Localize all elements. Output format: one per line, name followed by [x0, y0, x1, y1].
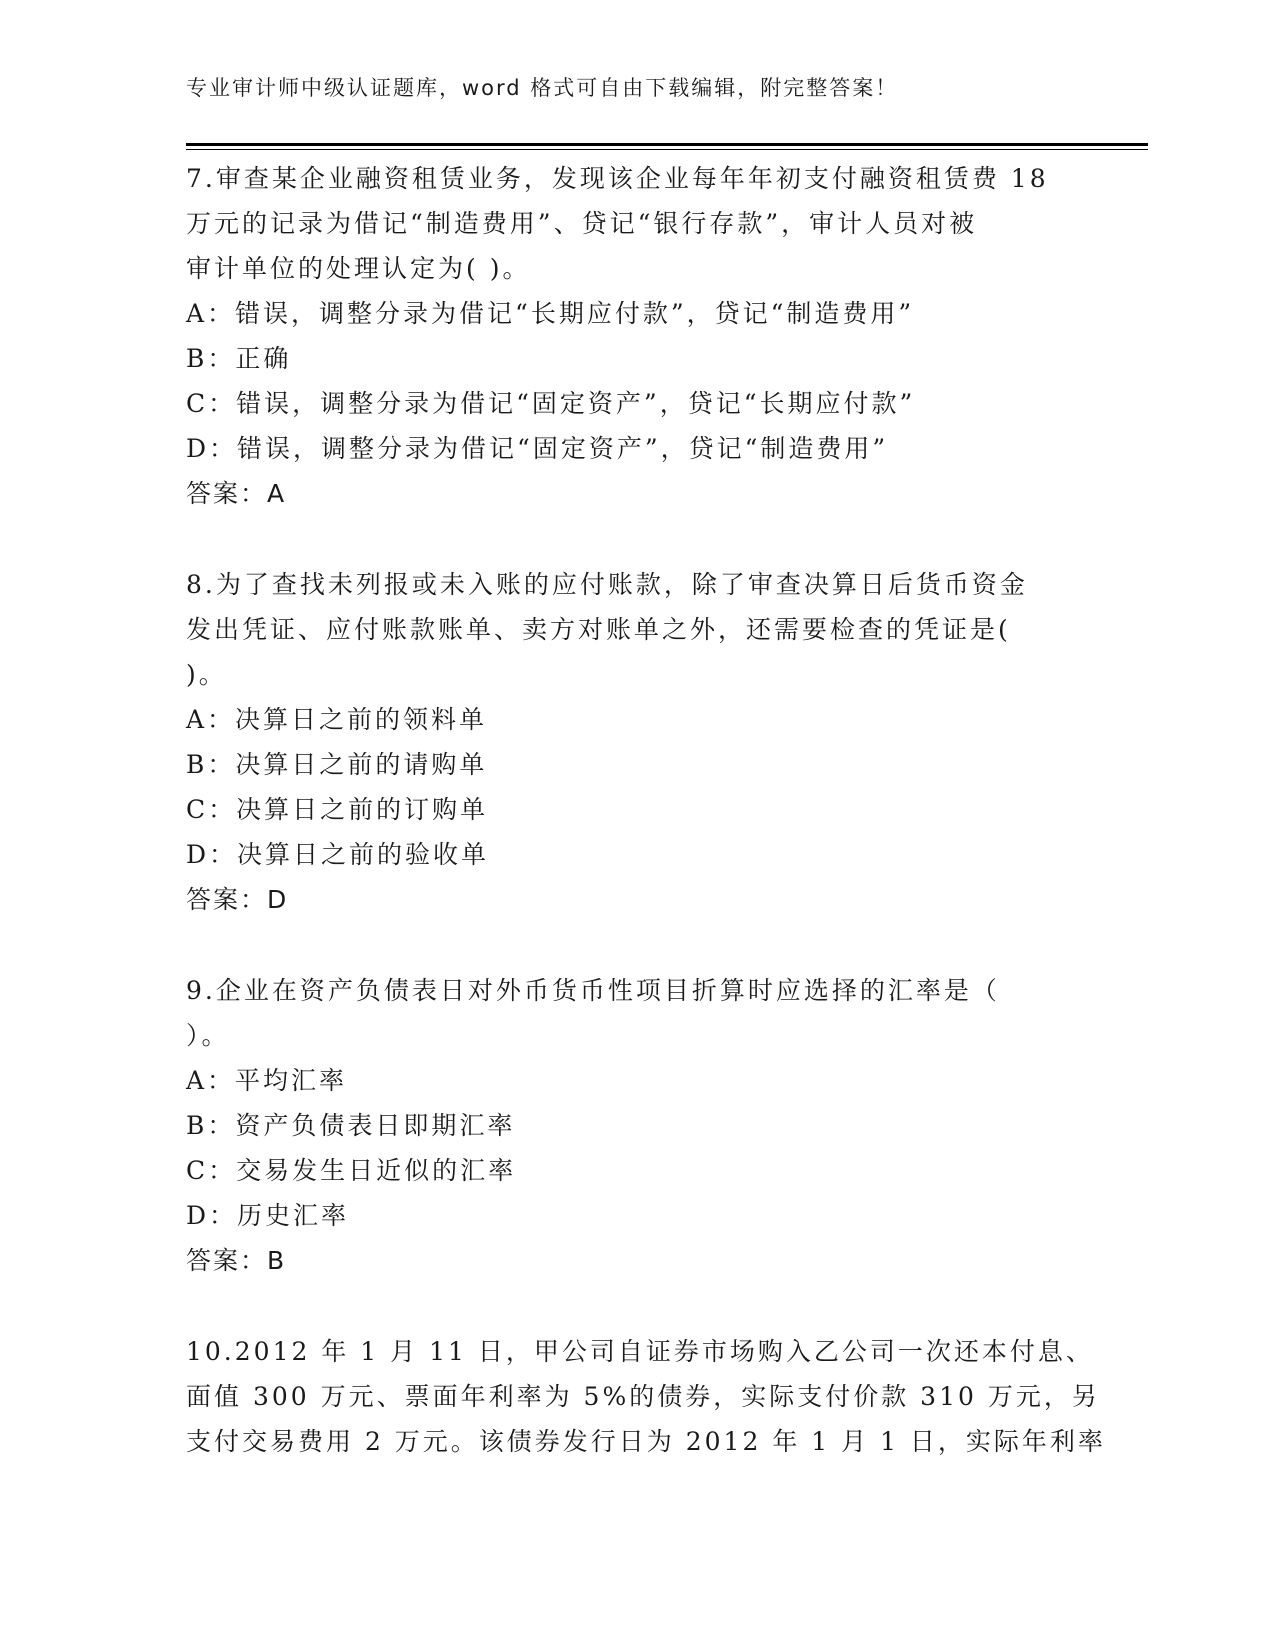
stem-line: 10.2012 年 1 月 11 日，甲公司自证券市场购入乙公司一次还本付息、	[186, 1337, 1094, 1366]
option-b: B：决算日之前的请购单	[186, 750, 488, 779]
header-rule-thin	[186, 149, 1148, 150]
stem-line: ）。	[186, 1021, 230, 1050]
option-d: D：历史汇率	[186, 1201, 350, 1230]
question-9	[186, 968, 1066, 1283]
question-list	[186, 156, 1106, 1510]
option-c: C：交易发生日近似的汇率	[186, 1156, 517, 1185]
page-header: 专业审计师中级认证题库，word 格式可自由下载编辑，附完整答案！	[186, 76, 899, 100]
option-b: B：正确	[186, 344, 292, 373]
question-stem	[186, 968, 1066, 1058]
option-c: C：决算日之前的订购单	[186, 795, 489, 824]
answer: 答案：B	[186, 1246, 287, 1275]
option-d: D：决算日之前的验收单	[186, 840, 490, 869]
stem-line: 审计单位的处理认定为( )。	[186, 254, 531, 283]
stem-line: 8.为了查找未列报或未入账的应付账款，除了审查决算日后货币资金	[186, 570, 1028, 599]
question-8	[186, 562, 1066, 922]
stem-line: 发出凭证、应付账款账单、卖方对账单之外，还需要检查的凭证是(	[186, 615, 1011, 644]
question-stem	[186, 156, 1066, 291]
stem-line: 9.企业在资产负债表日对外币货币性项目折算时应选择的汇率是（	[186, 976, 1000, 1005]
header-rule-thick	[186, 143, 1148, 146]
option-c: C：错误，调整分录为借记“固定资产”，贷记“长期应付款”	[186, 389, 916, 418]
stem-line: )。	[186, 660, 227, 689]
stem-line: 支付交易费用 2 万元。该债券发行日为 2012 年 1 月 1 日，实际年利率	[186, 1427, 1106, 1456]
answer: 答案：D	[186, 885, 289, 914]
option-a: A：错误，调整分录为借记“长期应付款”，贷记“制造费用”	[186, 299, 915, 328]
answer: 答案：A	[186, 479, 287, 508]
stem-line: 万元的记录为借记“制造费用”、贷记“银行存款”，审计人员对被	[186, 209, 978, 238]
option-d: D：错误，调整分录为借记“固定资产”，贷记“制造费用”	[186, 434, 889, 463]
question-10	[186, 1329, 1106, 1464]
question-stem	[186, 562, 1066, 697]
question-stem	[186, 1329, 1106, 1464]
stem-line: 7.审查某企业融资租赁业务，发现该企业每年年初支付融资租赁费 18	[186, 164, 1049, 193]
option-a: A：平均汇率	[186, 1066, 348, 1095]
question-7	[186, 156, 1066, 516]
option-b: B：资产负债表日即期汇率	[186, 1111, 516, 1140]
option-a: A：决算日之前的领料单	[186, 705, 488, 734]
stem-line: 面值 300 万元、票面年利率为 5%的债券，实际支付价款 310 万元，另	[186, 1382, 1100, 1411]
